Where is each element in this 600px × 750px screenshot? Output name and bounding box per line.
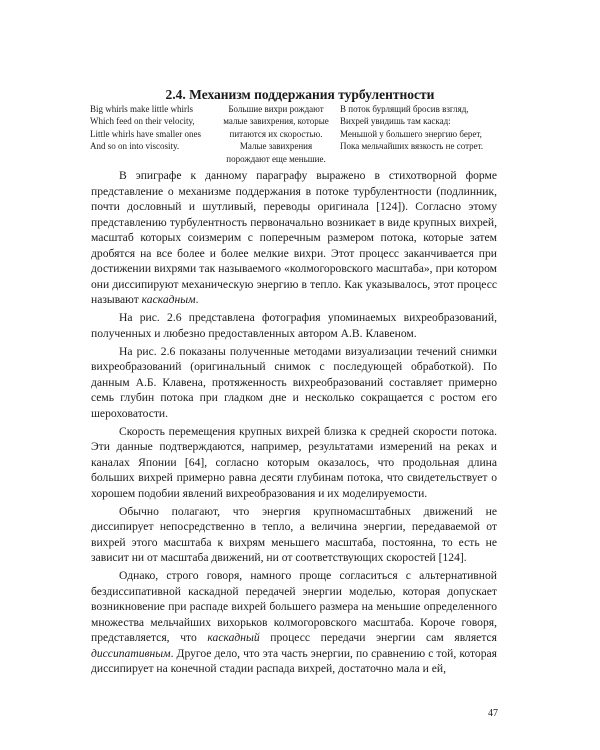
epigraph-line: порождают еще меньшие. bbox=[226, 153, 326, 164]
italic-term: каскадным bbox=[141, 293, 196, 306]
epigraph-line: Which feed on their velocity, bbox=[90, 116, 195, 127]
epigraph-line: Little whirls have smaller ones bbox=[90, 128, 201, 139]
page-number: 47 bbox=[488, 708, 498, 719]
paragraph bbox=[91, 310, 497, 341]
epigraph-line: Малые завихрения bbox=[239, 141, 313, 152]
epigraph-line: малые завихрения, которые bbox=[223, 116, 329, 127]
epigraph-line: В поток бурлящий бросив взгляд, bbox=[340, 104, 469, 114]
epigraph-russian-verse bbox=[340, 103, 515, 153]
epigraph-english bbox=[90, 103, 225, 153]
section-title: 2.4. Механизм поддержания турбулентности bbox=[165, 87, 435, 103]
paragraph bbox=[91, 504, 497, 566]
paragraph-text: . Другое дело, что эта часть энергии, по сравнению с той, которая диссипирует на конечной стадии распада вихрей, достаточно мала и ей, bbox=[91, 646, 497, 675]
paragraph bbox=[91, 568, 497, 677]
paragraph-text: процесс передачи энергии сам является bbox=[259, 631, 498, 644]
paragraph bbox=[91, 344, 497, 422]
paragraph-text: На рис. 2.6 показаны полученные методами визуализации течений снимки вихреобразований (оригинальный снимок с последующей обработкой). По данным А.Б. Клавена, протяженность вихреобразований составляет примерно семь глубин потока при гладком дне и несколько сокращается с ростом его шероховатости. bbox=[91, 344, 497, 420]
paragraph-text: . bbox=[195, 293, 199, 306]
paragraph-text: В эпиграфе к данному параграфу выражено в стихотворной форме представление о механизме поддержания в потоке турбулентности (подлинник, почти дословный и шутливый, переводы оригинала [124]). Согласно этому представлению турбулентность первоначально возникает в виде крупных вихрей, масштаб которых соизмерим с поперечным размером потока, которые затем дробятся на все более и более мелкие вихри. Этот процесс заканчивается при достижении вихрями так называемого «колмогоровского масштаба», при котором они диссипируют механическую энергию в тепло. Как указывалось, этот процесс называют bbox=[91, 169, 497, 306]
paragraph-text: На рис. 2.6 представлена фотография упоминаемых вихреобразований, полученных и любезно предоставленных автором А.В. Клавеном. bbox=[91, 311, 497, 340]
epigraph-line: Big whirls make little whirls bbox=[90, 104, 193, 114]
paragraph bbox=[91, 168, 497, 308]
epigraph-line: Меньшой у большего энергию берет, bbox=[340, 128, 482, 139]
epigraph-line: Большие вихри рождают bbox=[228, 104, 324, 114]
italic-term: диссипативным bbox=[91, 646, 171, 660]
body-text bbox=[91, 168, 497, 677]
paragraph-text: Однако, строго говоря, намного проще согласиться с альтернативной бездиссипативной каскадной передачей энергии моделью, которая допускает возникновение при распаде вихрей большего размера на меньшие определенного множества мельчайших вихорьков колмогоровского масштаба. Короче говоря, представляется, что bbox=[91, 569, 497, 644]
epigraph-line: And so on into viscosity. bbox=[90, 141, 180, 152]
paragraph-text: Обычно полагают, что энергия крупномасштабных движений не диссипирует непосредственно в тепло, а величина энергии, передаваемой от вихрей этого масштаба к вихрям меньшего масштаба, постоянна, то есть не зависит ни от масштаба движений, ни от соответствующих скоростей [124]. bbox=[91, 504, 497, 564]
epigraph-line: питаются их скоростью. bbox=[229, 128, 323, 139]
italic-term: каскадный bbox=[207, 631, 260, 644]
paragraph-text: Скорость перемещения крупных вихрей близка к средней скорости потока. Эти данные подтверждаются, например, результатами измерений на реках и каналах Японии [64], согласно которым оказалось, что продольная длина больших вихрей примерно равна десяти глубинам потока, что свидетельствует о хорошем подобии явлений вихреобразования и их моделируемости. bbox=[91, 424, 497, 500]
epigraph-line: Пока мельчайших вязкость не сотрет. bbox=[340, 141, 484, 152]
epigraph-line: Вихрей увидишь там каскад: bbox=[340, 116, 451, 127]
paragraph bbox=[91, 424, 497, 502]
epigraph-russian-translation bbox=[212, 103, 340, 165]
